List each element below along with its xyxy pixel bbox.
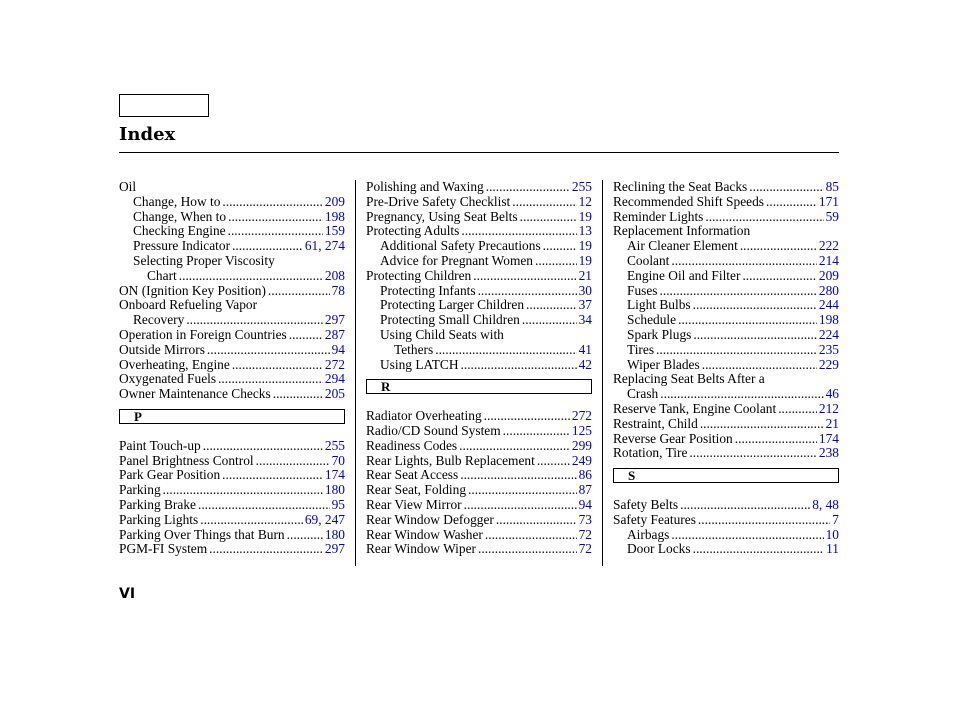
index-entry[interactable]: Fuses ..... 280: [613, 284, 839, 299]
index-entry[interactable]: Owner Maintenance Checks ..... 205: [119, 387, 345, 402]
page-link[interactable]: 214: [818, 252, 839, 268]
page-link[interactable]: 19: [578, 238, 592, 254]
index-entry[interactable]: Restraint, Child ..... 21: [613, 417, 839, 432]
page-link[interactable]: 159: [324, 223, 345, 239]
page-link[interactable]: 171: [818, 193, 839, 209]
page-link[interactable]: 46: [825, 386, 839, 402]
page-link[interactable]: 180: [324, 526, 345, 542]
index-entry[interactable]: Operation in Foreign Countries ..... 287: [119, 328, 345, 343]
index-entry[interactable]: Radiator Overheating ..... 272: [366, 409, 592, 424]
page-link[interactable]: 94: [578, 496, 592, 512]
page-link[interactable]: 10: [825, 526, 839, 542]
index-entry[interactable]: Rotation, Tire ..... 238: [613, 446, 839, 461]
index-entry[interactable]: Airbags ..... 10: [613, 528, 839, 543]
page-link[interactable]: 208: [324, 267, 345, 283]
index-entry[interactable]: Tires ..... 235: [613, 343, 839, 358]
page-number: VI: [119, 586, 136, 602]
page-link[interactable]: 78: [331, 282, 345, 298]
page-link[interactable]: 238: [818, 445, 839, 461]
page-link[interactable]: 249: [571, 452, 592, 468]
page-link[interactable]: 21: [825, 415, 839, 431]
index-entry[interactable]: Reclining the Seat Backs ..... 85: [613, 180, 839, 195]
page-link[interactable]: 34: [578, 312, 592, 328]
index-entry[interactable]: Checking Engine ..... 159: [119, 224, 345, 239]
index-entry[interactable]: Parking ..... 180: [119, 483, 345, 498]
page-link[interactable]: 180: [324, 482, 345, 498]
index-entry[interactable]: Safety Features ..... 7: [613, 513, 839, 528]
title-rule: [119, 152, 839, 153]
page-link[interactable]: 287: [324, 326, 345, 342]
page-link[interactable]: 8, 48: [812, 496, 839, 512]
index-entry[interactable]: Recommended Shift Speeds ..... 171: [613, 195, 839, 210]
page-link[interactable]: 12: [578, 193, 592, 209]
page-link[interactable]: 86: [578, 467, 592, 483]
page-link[interactable]: 7: [832, 511, 839, 527]
index-entry[interactable]: Polishing and Waxing ..... 255: [366, 180, 592, 195]
page-link[interactable]: 13: [578, 223, 592, 239]
page-link[interactable]: 235: [818, 341, 839, 357]
page-link[interactable]: 212: [818, 400, 839, 416]
index-entry[interactable]: Coolant ..... 214: [613, 254, 839, 269]
index-column-3: [613, 180, 839, 557]
index-column-1: [119, 180, 345, 557]
page-link[interactable]: 224: [818, 326, 839, 342]
index-entry[interactable]: Change, How to ..... 209: [119, 195, 345, 210]
index-entry[interactable]: Rear View Mirror ..... 94: [366, 498, 592, 513]
page-link[interactable]: 209: [324, 193, 345, 209]
index-entry[interactable]: Rear Window Defogger ..... 73: [366, 513, 592, 528]
index-entry[interactable]: Radio/CD Sound System ..... 125: [366, 424, 592, 439]
page-link[interactable]: 229: [818, 356, 839, 372]
page-link[interactable]: 255: [324, 437, 345, 453]
page-link[interactable]: 280: [818, 282, 839, 298]
index-entry[interactable]: Advice for Pregnant Women ..... 19: [366, 254, 592, 269]
index-entry[interactable]: Protecting Children ..... 21: [366, 269, 592, 284]
index-entry[interactable]: Reverse Gear Position ..... 174: [613, 432, 839, 447]
index-column-2: [366, 180, 592, 557]
page-link[interactable]: 30: [578, 282, 592, 298]
page-link[interactable]: 72: [578, 541, 592, 557]
page-link[interactable]: 94: [331, 341, 345, 357]
index-entry[interactable]: Tethers ..... 41: [366, 343, 592, 358]
section-letter-r: R: [366, 379, 592, 394]
page-link[interactable]: 174: [818, 430, 839, 446]
index-entry[interactable]: Parking Lights ..... 69, 247: [119, 513, 345, 528]
page-link[interactable]: 244: [818, 297, 839, 313]
index-entry[interactable]: Protecting Larger Children ..... 37: [366, 298, 592, 313]
page-link[interactable]: 11: [826, 541, 839, 557]
page-link[interactable]: 61, 274: [304, 238, 345, 254]
page-link[interactable]: 70: [331, 452, 345, 468]
index-entry[interactable]: Park Gear Position ..... 174: [119, 468, 345, 483]
index-entry[interactable]: Outside Mirrors ..... 94: [119, 343, 345, 358]
index-entry[interactable]: Rear Lights, Bulb Replacement ..... 249: [366, 454, 592, 469]
page-link[interactable]: 42: [578, 356, 592, 372]
page-title: Index: [119, 124, 176, 145]
index-entry[interactable]: Paint Touch-up ..... 255: [119, 439, 345, 454]
index-entry[interactable]: Spark Plugs ..... 224: [613, 328, 839, 343]
index-entry[interactable]: Schedule ..... 198: [613, 313, 839, 328]
index-subheading: Using Child Seats with: [380, 326, 504, 342]
page-link[interactable]: 198: [818, 312, 839, 328]
index-entry[interactable]: Panel Brightness Control ..... 70: [119, 454, 345, 469]
page-link[interactable]: 37: [578, 297, 592, 313]
index-entry[interactable]: Reserve Tank, Engine Coolant ..... 212: [613, 402, 839, 417]
index-entry[interactable]: Engine Oil and Filter ..... 209: [613, 269, 839, 284]
header-tab-box: [119, 94, 209, 117]
index-entry[interactable]: Protecting Small Children ..... 34: [366, 313, 592, 328]
index-entry[interactable]: Wiper Blades ..... 229: [613, 358, 839, 373]
index-entry[interactable]: Additional Safety Precautions ..... 19: [366, 239, 592, 254]
page-link[interactable]: 299: [571, 437, 592, 453]
page-link[interactable]: 125: [571, 422, 592, 438]
index-entry[interactable]: Recovery ..... 297: [119, 313, 345, 328]
page-link[interactable]: 272: [571, 408, 592, 424]
page-link[interactable]: 297: [324, 541, 345, 557]
page-link[interactable]: 85: [825, 179, 839, 194]
index-entry[interactable]: Crash ..... 46: [613, 387, 839, 402]
page-link[interactable]: 95: [331, 496, 345, 512]
index-entry[interactable]: Rear Seat, Folding ..... 87: [366, 483, 592, 498]
page-link[interactable]: 19: [578, 208, 592, 224]
page-link[interactable]: 209: [818, 267, 839, 283]
index-entry[interactable]: Air Cleaner Element ..... 222: [613, 239, 839, 254]
page-link[interactable]: 205: [324, 386, 345, 402]
page-link[interactable]: 21: [578, 267, 592, 283]
page-link[interactable]: 19: [578, 252, 592, 268]
page-link[interactable]: 73: [578, 511, 592, 527]
page-link[interactable]: 69, 247: [304, 511, 345, 527]
page-link[interactable]: 294: [324, 371, 345, 387]
index-entry[interactable]: PGM-FI System ..... 297: [119, 542, 345, 557]
page-link[interactable]: 272: [324, 356, 345, 372]
index-subheading: Selecting Proper Viscosity: [133, 252, 275, 268]
index-entry[interactable]: ON (Ignition Key Position) ..... 78: [119, 284, 345, 299]
index-entry[interactable]: Light Bulbs ..... 244: [613, 298, 839, 313]
index-entry[interactable]: Rear Window Wiper ..... 72: [366, 542, 592, 557]
section-letter-p: P: [119, 409, 345, 424]
column-divider: [355, 180, 356, 566]
page-link[interactable]: 87: [578, 482, 592, 498]
index-entry[interactable]: Rear Seat Access ..... 86: [366, 468, 592, 483]
index-entry[interactable]: Reminder Lights ..... 59: [613, 210, 839, 225]
index-subheading: Replacement Information: [613, 223, 751, 239]
page-link[interactable]: 222: [818, 238, 839, 254]
index-entry[interactable]: Safety Belts ..... 8, 48: [613, 498, 839, 513]
index-entry[interactable]: Parking Over Things that Burn ..... 180: [119, 528, 345, 543]
index-entry[interactable]: Parking Brake ..... 95: [119, 498, 345, 513]
page-link[interactable]: 198: [324, 208, 345, 224]
index-entry[interactable]: Readiness Codes ..... 299: [366, 439, 592, 454]
index-entry[interactable]: Pre-Drive Safety Checklist ..... 12: [366, 195, 592, 210]
index-entry[interactable]: Pregnancy, Using Seat Belts ..... 19: [366, 210, 592, 225]
index-entry[interactable]: Change, When to ..... 198: [119, 210, 345, 225]
section-letter-s: S: [613, 468, 839, 483]
index-heading-oil: Oil: [119, 179, 137, 194]
index-subheading: Replacing Seat Belts After a: [613, 371, 765, 387]
column-divider: [602, 180, 603, 566]
index-entry[interactable]: Protecting Infants ..... 30: [366, 284, 592, 299]
page-link[interactable]: 255: [571, 179, 592, 194]
page-link[interactable]: 72: [578, 526, 592, 542]
index-entry[interactable]: Pressure Indicator ..... 61, 274: [119, 239, 345, 254]
index-entry[interactable]: Rear Window Washer ..... 72: [366, 528, 592, 543]
index-entry[interactable]: Chart ..... 208: [119, 269, 345, 284]
index-entry[interactable]: Overheating, Engine ..... 272: [119, 358, 345, 373]
page-link[interactable]: 41: [578, 341, 592, 357]
index-entry[interactable]: Oxygenated Fuels ..... 294: [119, 372, 345, 387]
index-subheading: Onboard Refueling Vapor: [119, 297, 258, 313]
page-link[interactable]: 297: [324, 312, 345, 328]
page-link[interactable]: 174: [324, 467, 345, 483]
index-entry[interactable]: Using LATCH ..... 42: [366, 358, 592, 373]
page-link[interactable]: 59: [825, 208, 839, 224]
index-entry[interactable]: Door Locks ..... 11: [613, 542, 839, 557]
index-entry[interactable]: Protecting Adults ..... 13: [366, 224, 592, 239]
